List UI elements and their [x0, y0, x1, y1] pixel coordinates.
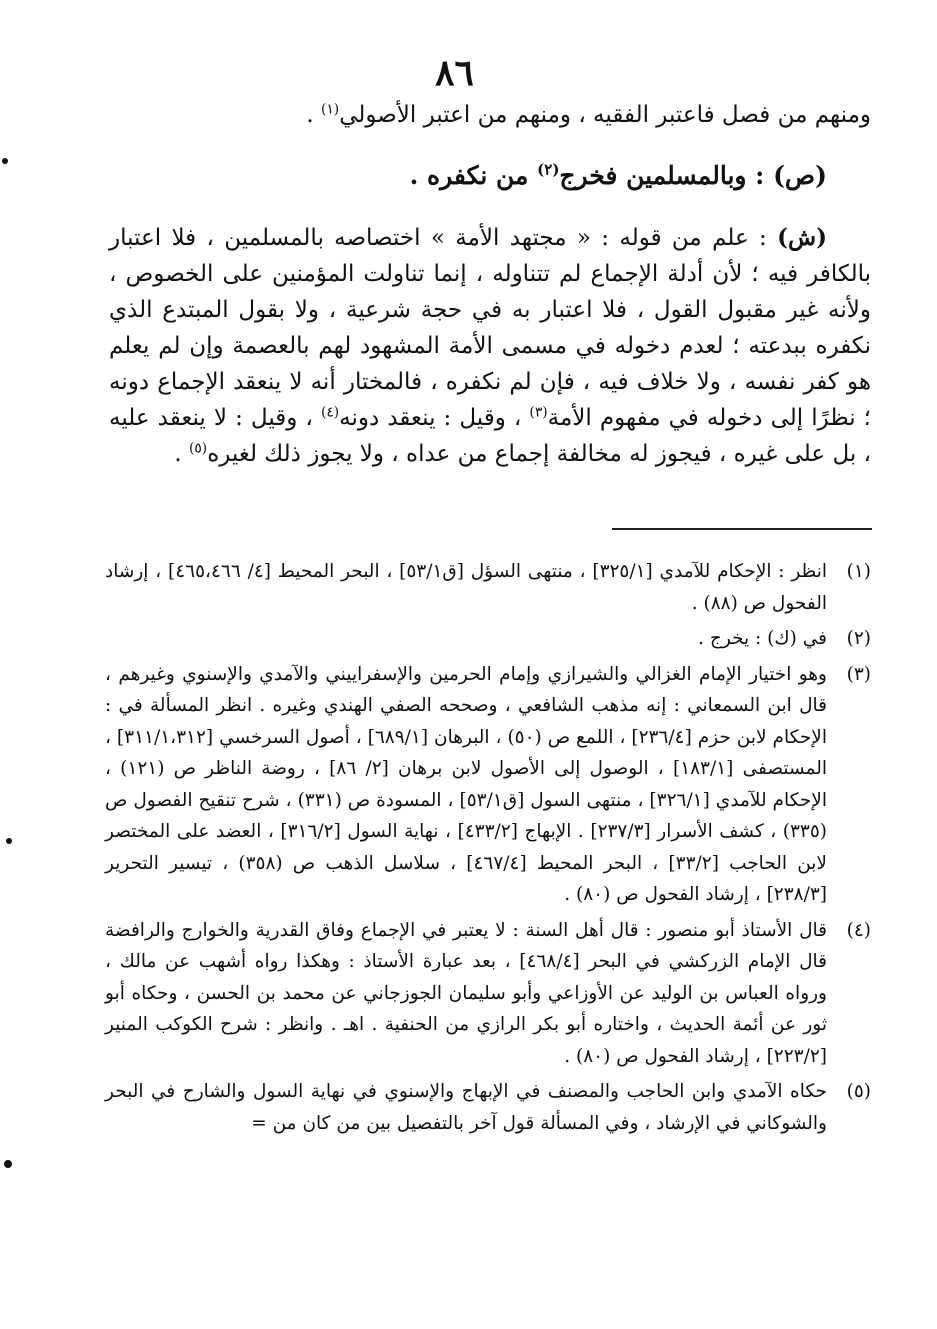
footnote-text: في (ك) : يخرج .	[698, 628, 827, 649]
page-number: ٨٦	[435, 52, 474, 94]
footnote-text: انظر : الإحكام للآمدي [٣٢٥/١] ، منتهى السؤل [ق٥٣/١] ، البحر المحيط [٤/ ٤٦٥،٤٦٦] ، إرشاد الفحول ص (٨٨) .	[105, 561, 827, 614]
commentary-lead: (ش)	[777, 224, 827, 251]
heading-prefix: (ص) : وبالمسلمين فخرج	[559, 161, 827, 190]
scan-mark	[6, 838, 12, 844]
footnote-number: (٢)	[846, 628, 871, 649]
scan-mark	[2, 158, 8, 164]
footnotes-section	[105, 556, 871, 1143]
footnote-ref-2[interactable]: (٢)	[537, 160, 560, 179]
footnote-separator	[612, 528, 872, 530]
matn-heading	[109, 158, 827, 194]
intro-text: ومنهم من فصل فاعتبر الفقيه ، ومنهم من اعتبر الأصولي	[339, 102, 871, 128]
footnote-number: (٥)	[846, 1081, 871, 1102]
footnote-1	[105, 556, 871, 619]
footnote-number: (١)	[846, 561, 871, 582]
footnote-5	[105, 1076, 871, 1139]
footnote-text: حكاه الآمدي وابن الحاجب والمصنف في الإبهاج والإسنوي في نهاية السول والشارح في البحر والشوكاني في الإرشاد ، وفي المسألة قول آخر بالتفصيل بين من كان من =	[105, 1081, 827, 1134]
scan-mark	[4, 1160, 12, 1168]
footnote-text: قال الأستاذ أبو منصور : قال أهل السنة : لا يعتبر في الإجماع وفاق القدرية والخوارج والرافضة قال الإمام الزركشي في البحر [٤٦٨/٤] ، بعد عبارة الأستاذ : وهكذا رواه أشهب عن مالك ، ورواه العباس بن الوليد عن الأوزاعي وأبو سليمان الجوزجاني عن محمد بن الحسن ، وحكاه أبو ثور عن أئمة الحديث ، واختاره أبو بكر الرازي من الحنفية . اهـ . وانظر : شرح الكوكب المنير [٢٢٣/٢] ، إرشاد الفحول ص (٨٠) .	[105, 919, 828, 1067]
footnote-3	[105, 659, 871, 911]
footnote-ref-5[interactable]: (٥)	[188, 440, 208, 457]
footnote-ref-4[interactable]: (٤)	[320, 404, 340, 421]
footnote-ref-1[interactable]: (١)	[320, 101, 340, 118]
commentary-part-3: ، وقيل : لا ينعقد عليه ، بل على غيره ، فيجوز له مخالفة إجماع من عداه ، ولا يجوز ذلك لغيره	[109, 405, 871, 467]
footnote-number: (٣)	[846, 663, 871, 685]
commentary-end: .	[174, 441, 189, 467]
commentary-part-1: : علم من قوله : « مجتهد الأمة » اختصاصه بالمسلمين ، فلا اعتبار بالكافر فيه ؛ لأن أدلة الإجماع لم تتناوله ، إنما تناولت المؤمنين على الخصوص ، ولأنه غير مقبول القول ، فلا اعتبار به في حجة شرعية ، ولا بقول المبتدع الذي نكفره ببدعته ؛ لعدم دخوله في مسمى الأمة المشهود لهم بالعصمة وإن لم يعلم هو كفر نفسه ، ولا خلاف فيه ، فإن لم نكفره ، فالمختار أنه لا ينعقد الإجماع دونه ؛ نظرًا إلى دخوله في مفهوم الأمة	[109, 225, 871, 431]
footnote-number: (٤)	[846, 919, 871, 941]
heading-suffix: من نكفره .	[409, 161, 538, 190]
intro-end: .	[306, 102, 321, 128]
footnote-text: وهو اختيار الإمام الغزالي والشيرازي وإمام الحرمين والإسفراييني والآمدي والإسنوي وغيرهم ، قال ابن السمعاني : إنه مذهب الشافعي ، وصححه الصفي الهندي وغيره . انظر المسألة في : الإحكام لابن حزم [٢٣٦/٤] ، اللمع ص (٥٠) ، البرهان [٦٨٩/١] ، أصول السرخسي [٣١١/١،٣١٢] ، المستصفى [١٨٣/١] ، الوصول إلى الأصول لابن برهان [٢/ ٨٦] ، روضة الناظر ص (١٢١) ، الإحكام للآمدي [٣٢٦/١] ، منتهى السول [ق٥٣/١] ، المسودة ص (٣٣١) ، شرح تنقيح الفصول ص (٣٣٥) ، كشف الأسرار [٢٣٧/٣] . الإبهاج [٤٣٣/٢] ، نهاية السول [٣١٦/٢] ، العضد على المختصر لابن الحاجب [٣٣/٢] ، البحر المحيط [٤٦٧/٤] ، سلاسل الذهب ص (٣٥٨) ، تيسير التحرير [٢٣٨/٣] ، إرشاد الفحول ص (٨٠) .	[105, 663, 828, 905]
commentary-part-2: ، وقيل : ينعقد دونه	[339, 405, 530, 431]
footnote-2	[105, 623, 871, 655]
intro-paragraph	[109, 97, 871, 133]
commentary-paragraph	[109, 220, 871, 472]
footnote-ref-3[interactable]: (٣)	[529, 404, 548, 421]
footnote-4	[105, 915, 871, 1073]
